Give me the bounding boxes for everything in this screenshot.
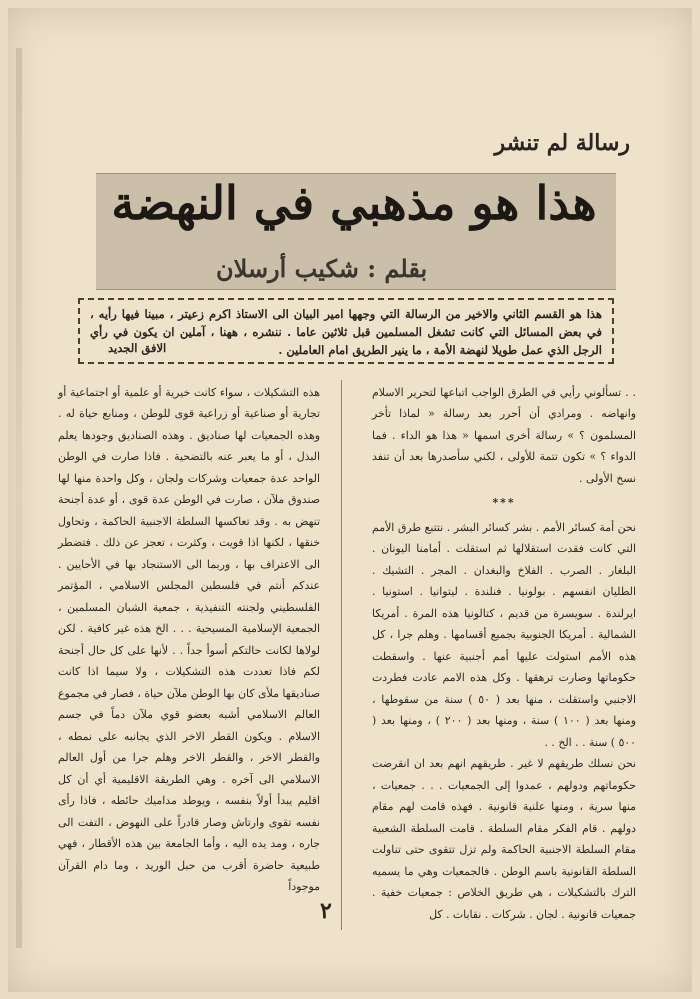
- paragraph: نحن نسلك طريقهم لا غير . طريقهم انهم بعد ان انقرضت حكوماتهم ودولهم ، عمدوا إلى الجمعيات . . . جمعيات ، منها سرية ، ومنها علنية قانونية . فهذه قامت لهم مقام دولهم . قام الفكر مقام السلطة . قامت السلطة الشعبية مقام السلطة الاجنبية الحاكمة ولم تزل تتقوى حتى تناولت السلطة القانونية باسم الوطن . فالجمعيات وهي ما يسميه الترك بالتشكيلات ، هي طريق الخلاص : جمعيات خفية . جمعيات قانونية . لجان . شركات . نقابات . كل: [372, 757, 636, 921]
- editorial-intro-box: [78, 298, 614, 364]
- article-kicker: رسالة لم تنشر: [494, 130, 630, 156]
- section-separator: ***: [492, 496, 516, 510]
- intro-signature: الافق الجديد: [108, 341, 167, 356]
- article-title: هذا هو مذهبي في النهضة: [111, 176, 597, 230]
- column-right: [372, 382, 636, 925]
- article-byline: بقلم : شكيب أرسلان: [216, 254, 428, 283]
- column-divider: [341, 380, 342, 930]
- intro-text: هذا هو القسم الثاني والاخير من الرسالة التي وجهها امير البيان الى الاستاذ اكرم زعيتر ، مبينا فيها رأيه ، في بعض المسائل التي كانت تشغل المسلمين قبل ثلاثين عاما . ننشره ، ههنا ، آملين ان يكون في رأي الرجل الذي عمل طويلا لنهضة الأمة ، ما ينير الطريق امام العاملين .: [90, 307, 602, 357]
- page-edge-shadow: [16, 48, 22, 948]
- paragraph: هذه التشكيلات ، سواء كانت خيرية أو علمية أو اجتماعية أو تجارية أو صناعية أو زراعية قوى للوطن ، ومنابع حياة له . وهذه الجمعيات لها صناديق . وهذه الصناديق وجودها يعلم البذل ، أو ما يعبر عنه بالتضحية . فاذا صارت في الوطن الواحد عدة جمعيات وشركات ولجان ، وكل واحدة منها لها صندوق ملآن ، صارت في الوطن عدة قوى ، أو عدة أجنحة تنهض به . وقد تعاكسها السلطة الاجنبية الحاكمة ، وتحاول خنقها ، لكنها اذا قويت ، وكثرت ، تعجز عن ذلك . فتضطر الى الاعتراف بها ، وربما الى الاستنجاد بها في الأحايين . عندكم أنتم في فلسطين المجلس الاسلامي ، المؤتمر الفلسطيني ولجنته التنفيذية ، جمعية الشبان المسلمين ، الجمعية الإسلامية المسيحية . . . الخ هذه غير كافية . لكن لولاها لكانت حالتكم أسوأ جداً . . لأنها على كل حال أجنحة لكم فاذا تعددت هذه التشكيلات ، ولا سيما اذا كانت صناديقها ملأى كان بها الوطن ملآن حياة ، فصار في مجموع العالم الاسلامي أشبه بعضو قوي ملآن دماً في جسم الاسلام . ويكون القطر الاخر الذي يجانبه على نمطه ، والقطر الاخر ، والقطر الاخر وهلم جرا من أول العالم الاسلامي الى آخره . وهي الطريقة الاقليمية أي أن كل اقليم يبدأ أولاً بنفسه ، ويوطد مداميك حائطه ، فاذا رأى نفسه تقوى وارتاش وصار قادراً على النهوض ، التفت الى جاره ، ومد يده اليه ، وأما الجامعة بين هذه الأقطار ، فهي طبيعية حاضرة أقرب من حبل الوريد ، وما دام القرآن موجوداً: [58, 386, 320, 894]
- column-left: [58, 382, 320, 898]
- paragraph: . . تسألوني رأيي في الطرق الواجب اتباعها لتحرير الاسلام وانهاضه . ومرادي أن أحرر بعد رسالة « لماذا تأخر المسلمون ؟ » رسالة أخرى اسمها « هذا هو الداء . فما الدواء ؟ » تكون تتمة للأولى ، لكني سأصدرها بعد أن تنفد نسخ الأولى .: [372, 386, 636, 485]
- newspaper-page: [8, 8, 692, 992]
- title-banner: [96, 173, 616, 290]
- page-number: ٢: [320, 898, 332, 924]
- paragraph: نحن أمة كسائر الأمم . بشر كسائر البشر . نتتبع طرق الأمم التي كانت فقدت استقلالها ثم استقلت . أمامنا اليونان . البلغار . الصرب . الفلاخ والبغدان . المجر . التشيك . الطليان انفسهم . بولونيا . فنلندة . ليتوانيا . استونيا . ايرلندة . سويسرة من قديم ، كتالونيا هذه المرة . أمريكا الشمالية . أمريكا الجنوبية بجميع أقسامها . وهلم جرا ، كل هذه الأمم استولت عليها أمم أجنبية عنها . واسقطت حكوماتها وصارت ترهقها . وكل هذه الامم عادت فطردت الاجنبي واستقلت ، منها بعد ( ٥٠ ) سنة من سقوطها ، ومنها بعد ( ١٠٠ ) سنة ، ومنها بعد ( ٢٠٠ ) ، ومنها بعد ( ٥٠٠ ) سنة . . الخ . .: [372, 520, 637, 749]
